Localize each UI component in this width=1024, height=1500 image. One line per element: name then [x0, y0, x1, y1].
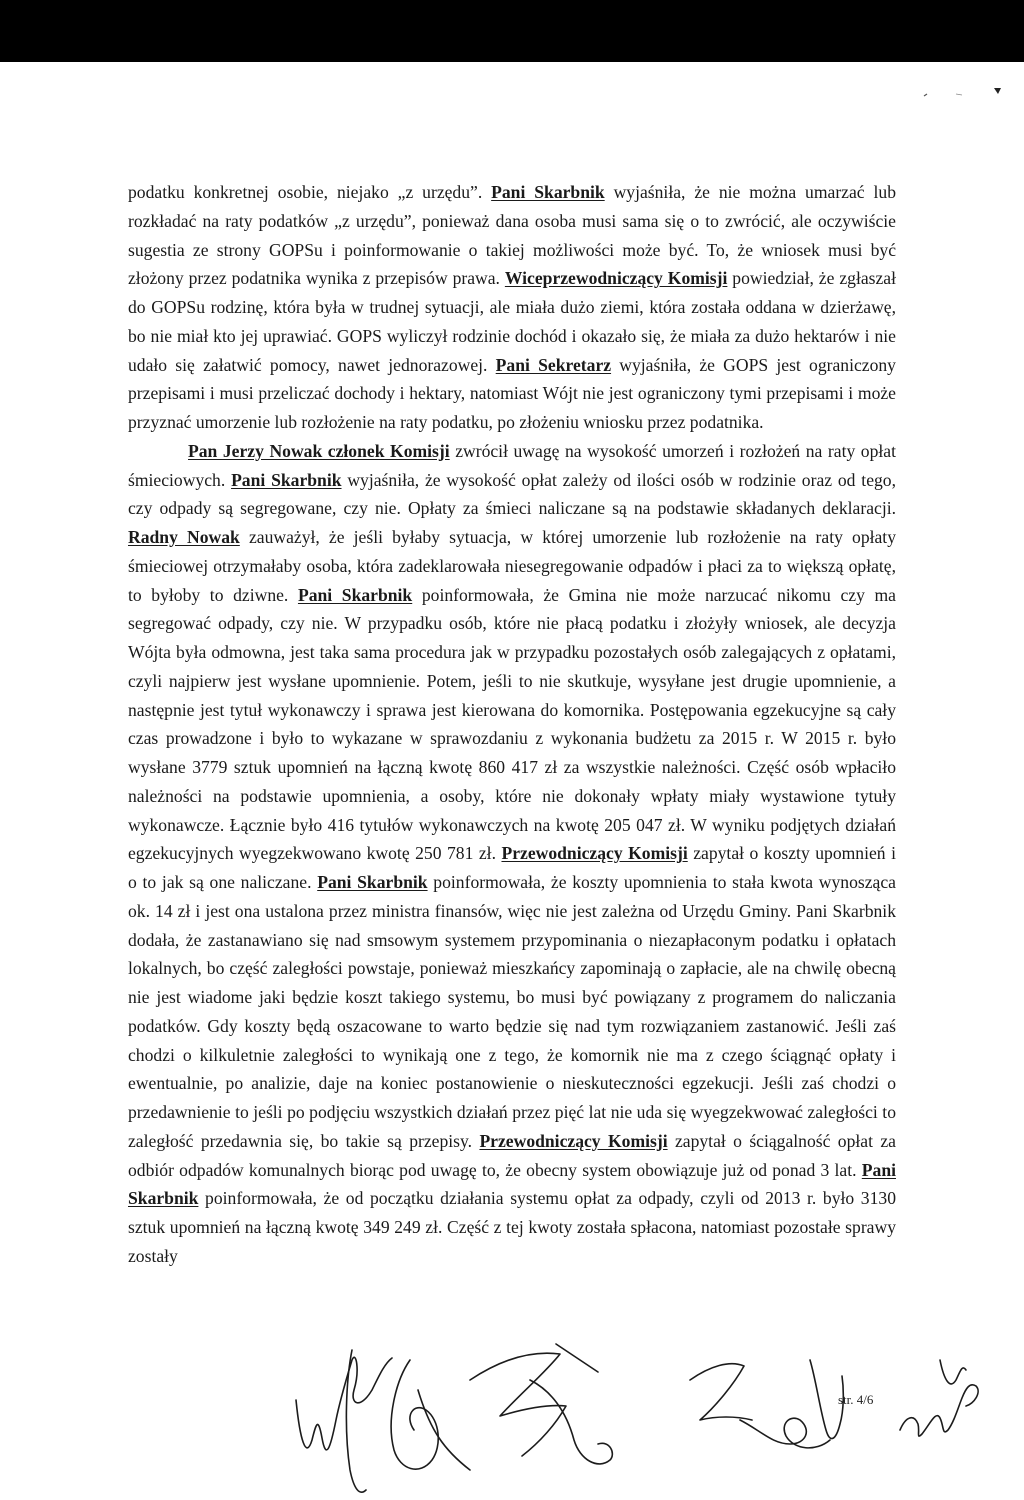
scan-artifact-marks — [916, 84, 1006, 100]
paragraph-text: wyjaśniła, że wysokość opłat zależy od ilości osób w rodzinie oraz od tego, czy odpady są segregowane, czy nie. Opłaty za śmieci naliczane są na podstawie składanych deklaracji. — [128, 469, 896, 519]
speaker-name: Pani Skarbnik — [317, 872, 428, 892]
paragraph — [128, 178, 896, 437]
document-body — [128, 178, 896, 1271]
speaker-name: Pan Jerzy Nowak członek Komisji — [188, 440, 450, 461]
paragraph-text: zauważył, że jeśli byłaby sytuacja, w której umorzenie lub rozłożenie na raty opłaty śmieciowej otrzymałaby osoba, która zadeklarowała niesegregowanie odpadów i płaci za to większą opłatę, to byłoby to dziwne. — [128, 527, 896, 605]
handwritten-signatures — [0, 1320, 1024, 1500]
paragraph — [128, 437, 896, 1271]
scan-border-top — [0, 0, 1024, 62]
paragraph-text: wyjaśniła, że nie można umarzać lub rozkładać na raty podatków „z urzędu”, ponieważ dana osoba musi sama się o to zwrócić, ale oczywiście sugestia ze strony GOPSu i poinformowanie o takiej możliwości może być. To, że wniosek musi być złożony przez podatnika wynika z przepisów prawa. — [128, 182, 896, 289]
paragraph-text: zapytał o ściągalność opłat za odbiór odpadów komunalnych biorąc pod uwagę to, że obecny system obowiązuje już od ponad 3 lat. — [128, 1130, 896, 1180]
paragraph-text: podatku konkretnej osobie, niejako „z urzędu”. — [128, 182, 492, 202]
paragraph-text: zwrócił uwagę na wysokość umorzeń i rozłożeń na raty opłat śmieciowych. — [128, 440, 896, 490]
paragraph-text: wyjaśniła, że GOPS jest ograniczony przepisami i musi przeliczać dochody i hektary, natomiast Wójt nie jest ograniczony tymi przepisami i może przyznać umorzenie lub rozłożenie na raty podatku, po złożeniu wniosku przez podatnika. — [128, 354, 896, 432]
speaker-name: Przewodniczący Komisji — [479, 1130, 668, 1151]
paragraph-text: zapytał o koszty upomnień i o to jak są one naliczane. — [128, 843, 896, 892]
speaker-name: Przewodniczący Komisji — [501, 843, 688, 864]
page-number: str. 4/6 — [838, 1392, 874, 1407]
speaker-name: Wiceprzewodniczący Komisji — [504, 268, 728, 289]
paragraph-text: powiedział, że zgłaszał do GOPSu rodzinę, która była w trudnej sytuacji, ale miała dużo ziemi, która została oddana w dzierżawę, bo nie miał kto jej uprawiać. GOPS wyliczył rodzinie dochód i okazało się, że miała za dużo hektarów i nie udało się załatwić pomocy, nawet jednorazowej. — [128, 268, 897, 375]
paragraph-text: poinformowała, że od początku działania systemu opłat za odpady, czyli od 2013 r. było 3130 sztuk upomnień na łączną kwotę 349 249 zł. Część z tej kwoty została spłacona, natomiast pozostałe sprawy zostały — [128, 1188, 896, 1266]
speaker-name: Radny Nowak — [128, 527, 240, 547]
speaker-name: Pani Skarbnik — [491, 182, 605, 202]
speaker-name: Pani Skarbnik — [231, 469, 342, 490]
speaker-name: Pani Sekretarz — [495, 354, 612, 375]
paragraph-text: poinformowała, że koszty upomnienia to stała kwota wynosząca ok. 14 zł i jest ona ustalona przez ministra finansów, więc nie jest zależna od Urzędu Gminy. Pani Skarbnik dodała, że zastanawiano się nad smsowym systemem przypominania o niezapłaconym podatku i opłatach lokalnych, bo część zaległości powstaje, ponieważ mieszkańcy zapominają o zapłacie, ale na chwilę obecną nie jest wiadome jaki będzie koszt takiego systemu, bo musi być powiązany z programem do naliczania podatków. Gdy koszty będą oszacowane to warto będzie się nad tym rozwiązaniem zastanowić. Jeśli zaś chodzi o kilkuletnie zaległości to wynikają one z tego, że komornik nie ma z czego ściągnąć opłaty i ewentualnie, po analizie, daje na koniec postanowienie o nieskuteczności egzekucji. Jeśli zaś chodzi o przedawnienie to jeśli po podjęciu wszystkich działań przez pięć lat nie uda się wyegzekwować zaległości to zaległość przedawnia się, bo takie są przepisy. — [128, 872, 896, 1151]
speaker-name: Pani Skarbnik — [128, 1159, 896, 1209]
paragraph-text: poinformowała, że Gmina nie może narzucać nikomu czy ma segregować odpady, czy nie. W przypadku osób, które nie płacą podatku i złożyły wniosek, ale decyzja Wójta była odmowna, jest taka sama procedura jak w przypadku pozostałych osób zalegających z opłatami, czyli najpierw jest wysłane upomnienie. Potem, jeśli to nie skutkuje, wysyłane jest drugie upomnienie, a następnie jest tytuł wykonawczy i sprawa jest kierowana do komornika. Postępowania egzekucyjne są cały czas prowadzone i było to wykazane w sprawozdaniu z wykonania budżetu za 2015 r. W 2015 r. było wysłane 3779 sztuk upomnień na łączną kwotę 860 417 zł za wszystkie należności. Część osób wpłaciło należności na podstawie upomnienia, a osoby, które nie dokonały wpłaty miały wystawione tytuły wykonawcze. Łącznie było 416 tytułów wykonawczych na kwotę 205 047 zł. W wyniku podjętych działań egzekucyjnych wyegzekwowano kwotę 250 781 zł. — [128, 584, 896, 864]
speaker-name: Pani Skarbnik — [297, 584, 413, 605]
